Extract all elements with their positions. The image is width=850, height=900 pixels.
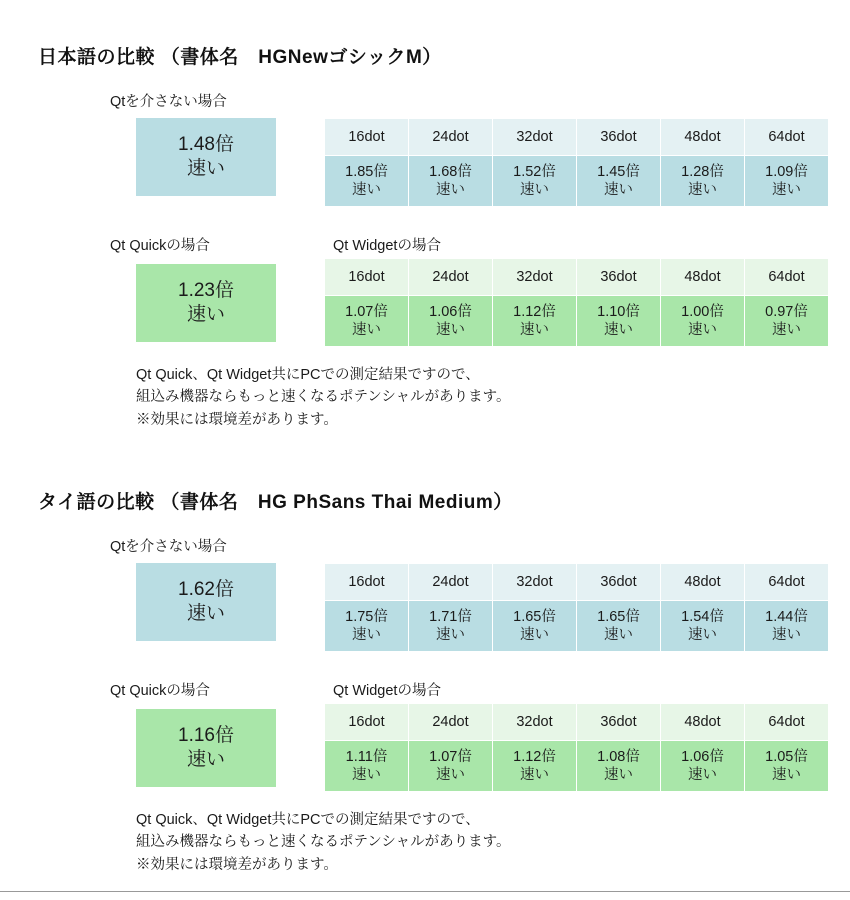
value-unit: 速い — [436, 627, 465, 643]
value-cell — [409, 156, 493, 207]
value-number: 1.44倍 — [765, 608, 808, 625]
value-unit: 速い — [772, 182, 801, 198]
note-line: 組込み機器ならもっと速くなるポテンシャルがあります。 — [136, 834, 511, 851]
value-number: 1.00倍 — [681, 303, 724, 320]
value-number: 1.52倍 — [513, 163, 556, 180]
header-cell: 64dot — [745, 704, 829, 741]
value-number: 1.75倍 — [345, 608, 388, 625]
value-cell — [409, 601, 493, 652]
header-cell: 48dot — [661, 704, 745, 741]
footer-divider — [0, 891, 850, 892]
header-cell: 48dot — [661, 259, 745, 296]
value-number: 1.28倍 — [681, 163, 724, 180]
value-unit: 速い — [352, 182, 381, 198]
value-number: 1.05倍 — [765, 748, 808, 765]
value-cell — [745, 156, 829, 207]
header-cell: 36dot — [577, 704, 661, 741]
value-number: 1.12倍 — [513, 748, 556, 765]
table-value-row — [325, 296, 829, 347]
value-number: 1.45倍 — [597, 163, 640, 180]
header-cell: 36dot — [577, 119, 661, 156]
notes-block — [136, 364, 510, 431]
label-qt-quick: Qt Quickの場合 — [110, 238, 210, 254]
value-number: 1.10倍 — [597, 303, 640, 320]
table-value-row — [325, 601, 829, 652]
value-number: 1.09倍 — [765, 163, 808, 180]
header-cell: 36dot — [577, 259, 661, 296]
header-cell: 24dot — [409, 259, 493, 296]
header-cell: 24dot — [409, 564, 493, 601]
value-number: 1.07倍 — [429, 748, 472, 765]
value-number: 1.11倍 — [345, 748, 388, 765]
value-unit: 速い — [520, 182, 549, 198]
value-cell — [577, 601, 661, 652]
header-cell: 32dot — [493, 119, 577, 156]
value-cell — [577, 296, 661, 347]
table-header-row — [325, 704, 829, 741]
value-cell — [661, 741, 745, 792]
value-unit: 速い — [604, 627, 633, 643]
summary-box-no-qt — [136, 563, 276, 641]
header-cell: 16dot — [325, 564, 409, 601]
value-unit: 速い — [436, 182, 465, 198]
value-cell — [325, 296, 409, 347]
summary-box-qt-quick — [136, 709, 276, 787]
section-title: 日本語の比較 （書体名 HGNewゴシックM） — [38, 47, 442, 68]
label-qt-widget: Qt Widgetの場合 — [333, 683, 441, 699]
note-line: Qt Quick、Qt Widget共にPCでの測定結果ですので、 — [136, 812, 480, 828]
value-unit: 速い — [352, 322, 381, 338]
header-cell: 16dot — [325, 704, 409, 741]
value-unit: 速い — [772, 627, 801, 643]
table-no-qt — [324, 118, 829, 207]
value-cell — [325, 741, 409, 792]
value-unit: 速い — [604, 767, 633, 783]
summary-box-qt-quick — [136, 264, 276, 342]
notes-block — [136, 809, 510, 876]
value-cell — [661, 296, 745, 347]
summary-box-no-qt — [136, 118, 276, 196]
value-number: 1.85倍 — [345, 163, 388, 180]
value-number: 1.07倍 — [345, 303, 388, 320]
value-number: 1.08倍 — [597, 748, 640, 765]
value-cell — [409, 296, 493, 347]
value-cell — [661, 156, 745, 207]
value-unit: 速い — [520, 767, 549, 783]
header-cell: 32dot — [493, 564, 577, 601]
table-value-row — [325, 156, 829, 207]
value-cell — [493, 601, 577, 652]
summary-unit: 速い — [186, 158, 225, 179]
summary-value: 1.48倍 — [178, 134, 234, 156]
section-title: タイ語の比較 （書体名 HG PhSans Thai Medium） — [38, 492, 513, 513]
value-number: 1.06倍 — [681, 748, 724, 765]
header-cell: 16dot — [325, 259, 409, 296]
section-japanese — [0, 42, 850, 428]
header-cell: 32dot — [493, 259, 577, 296]
value-unit: 速い — [352, 767, 381, 783]
value-cell — [745, 296, 829, 347]
table-header-row — [325, 259, 829, 296]
value-cell — [493, 741, 577, 792]
header-cell: 64dot — [745, 119, 829, 156]
value-cell — [325, 601, 409, 652]
note-line: Qt Quick、Qt Widget共にPCでの測定結果ですので、 — [136, 367, 480, 383]
value-number: 1.54倍 — [681, 608, 724, 625]
header-cell: 24dot — [409, 119, 493, 156]
header-cell: 16dot — [325, 119, 409, 156]
header-cell: 48dot — [661, 119, 745, 156]
label-no-qt: Qtを介さない場合 — [110, 539, 227, 555]
value-unit: 速い — [604, 182, 633, 198]
header-cell: 24dot — [409, 704, 493, 741]
value-number: 1.65倍 — [513, 608, 556, 625]
summary-value: 1.62倍 — [178, 579, 234, 601]
value-unit: 速い — [688, 322, 717, 338]
value-cell — [745, 741, 829, 792]
value-unit: 速い — [688, 182, 717, 198]
value-unit: 速い — [772, 767, 801, 783]
summary-value: 1.23倍 — [178, 280, 234, 302]
value-cell — [577, 156, 661, 207]
table-qt-widget — [324, 258, 829, 347]
value-cell — [493, 156, 577, 207]
value-unit: 速い — [436, 767, 465, 783]
value-unit: 速い — [688, 627, 717, 643]
value-number: 1.65倍 — [597, 608, 640, 625]
section-thai — [0, 487, 850, 873]
value-unit: 速い — [520, 322, 549, 338]
label-no-qt: Qtを介さない場合 — [110, 94, 227, 110]
table-no-qt — [324, 563, 829, 652]
note-line: 組込み機器ならもっと速くなるポテンシャルがあります。 — [136, 389, 511, 406]
value-number: 1.68倍 — [429, 163, 472, 180]
header-cell: 32dot — [493, 704, 577, 741]
value-unit: 速い — [772, 322, 801, 338]
summary-unit: 速い — [186, 603, 225, 624]
value-cell — [745, 601, 829, 652]
value-cell — [493, 296, 577, 347]
value-cell — [409, 741, 493, 792]
value-unit: 速い — [688, 767, 717, 783]
value-cell — [577, 741, 661, 792]
label-qt-quick: Qt Quickの場合 — [110, 683, 210, 699]
summary-value: 1.16倍 — [178, 725, 234, 747]
label-qt-widget: Qt Widgetの場合 — [333, 238, 441, 254]
value-cell — [661, 601, 745, 652]
header-cell: 48dot — [661, 564, 745, 601]
table-value-row — [325, 741, 829, 792]
note-line: ※効果には環境差があります。 — [136, 856, 338, 873]
summary-unit: 速い — [186, 749, 225, 770]
table-qt-widget — [324, 703, 829, 792]
summary-unit: 速い — [186, 304, 225, 325]
table-header-row — [325, 119, 829, 156]
header-cell: 64dot — [745, 259, 829, 296]
value-unit: 速い — [436, 322, 465, 338]
value-unit: 速い — [604, 322, 633, 338]
value-number: 1.71倍 — [429, 608, 472, 625]
value-number: 0.97倍 — [765, 303, 808, 320]
value-unit: 速い — [520, 627, 549, 643]
value-number: 1.06倍 — [429, 303, 472, 320]
note-line: ※効果には環境差があります。 — [136, 411, 338, 428]
value-number: 1.12倍 — [513, 303, 556, 320]
header-cell: 36dot — [577, 564, 661, 601]
value-unit: 速い — [352, 627, 381, 643]
value-cell — [325, 156, 409, 207]
table-header-row — [325, 564, 829, 601]
header-cell: 64dot — [745, 564, 829, 601]
